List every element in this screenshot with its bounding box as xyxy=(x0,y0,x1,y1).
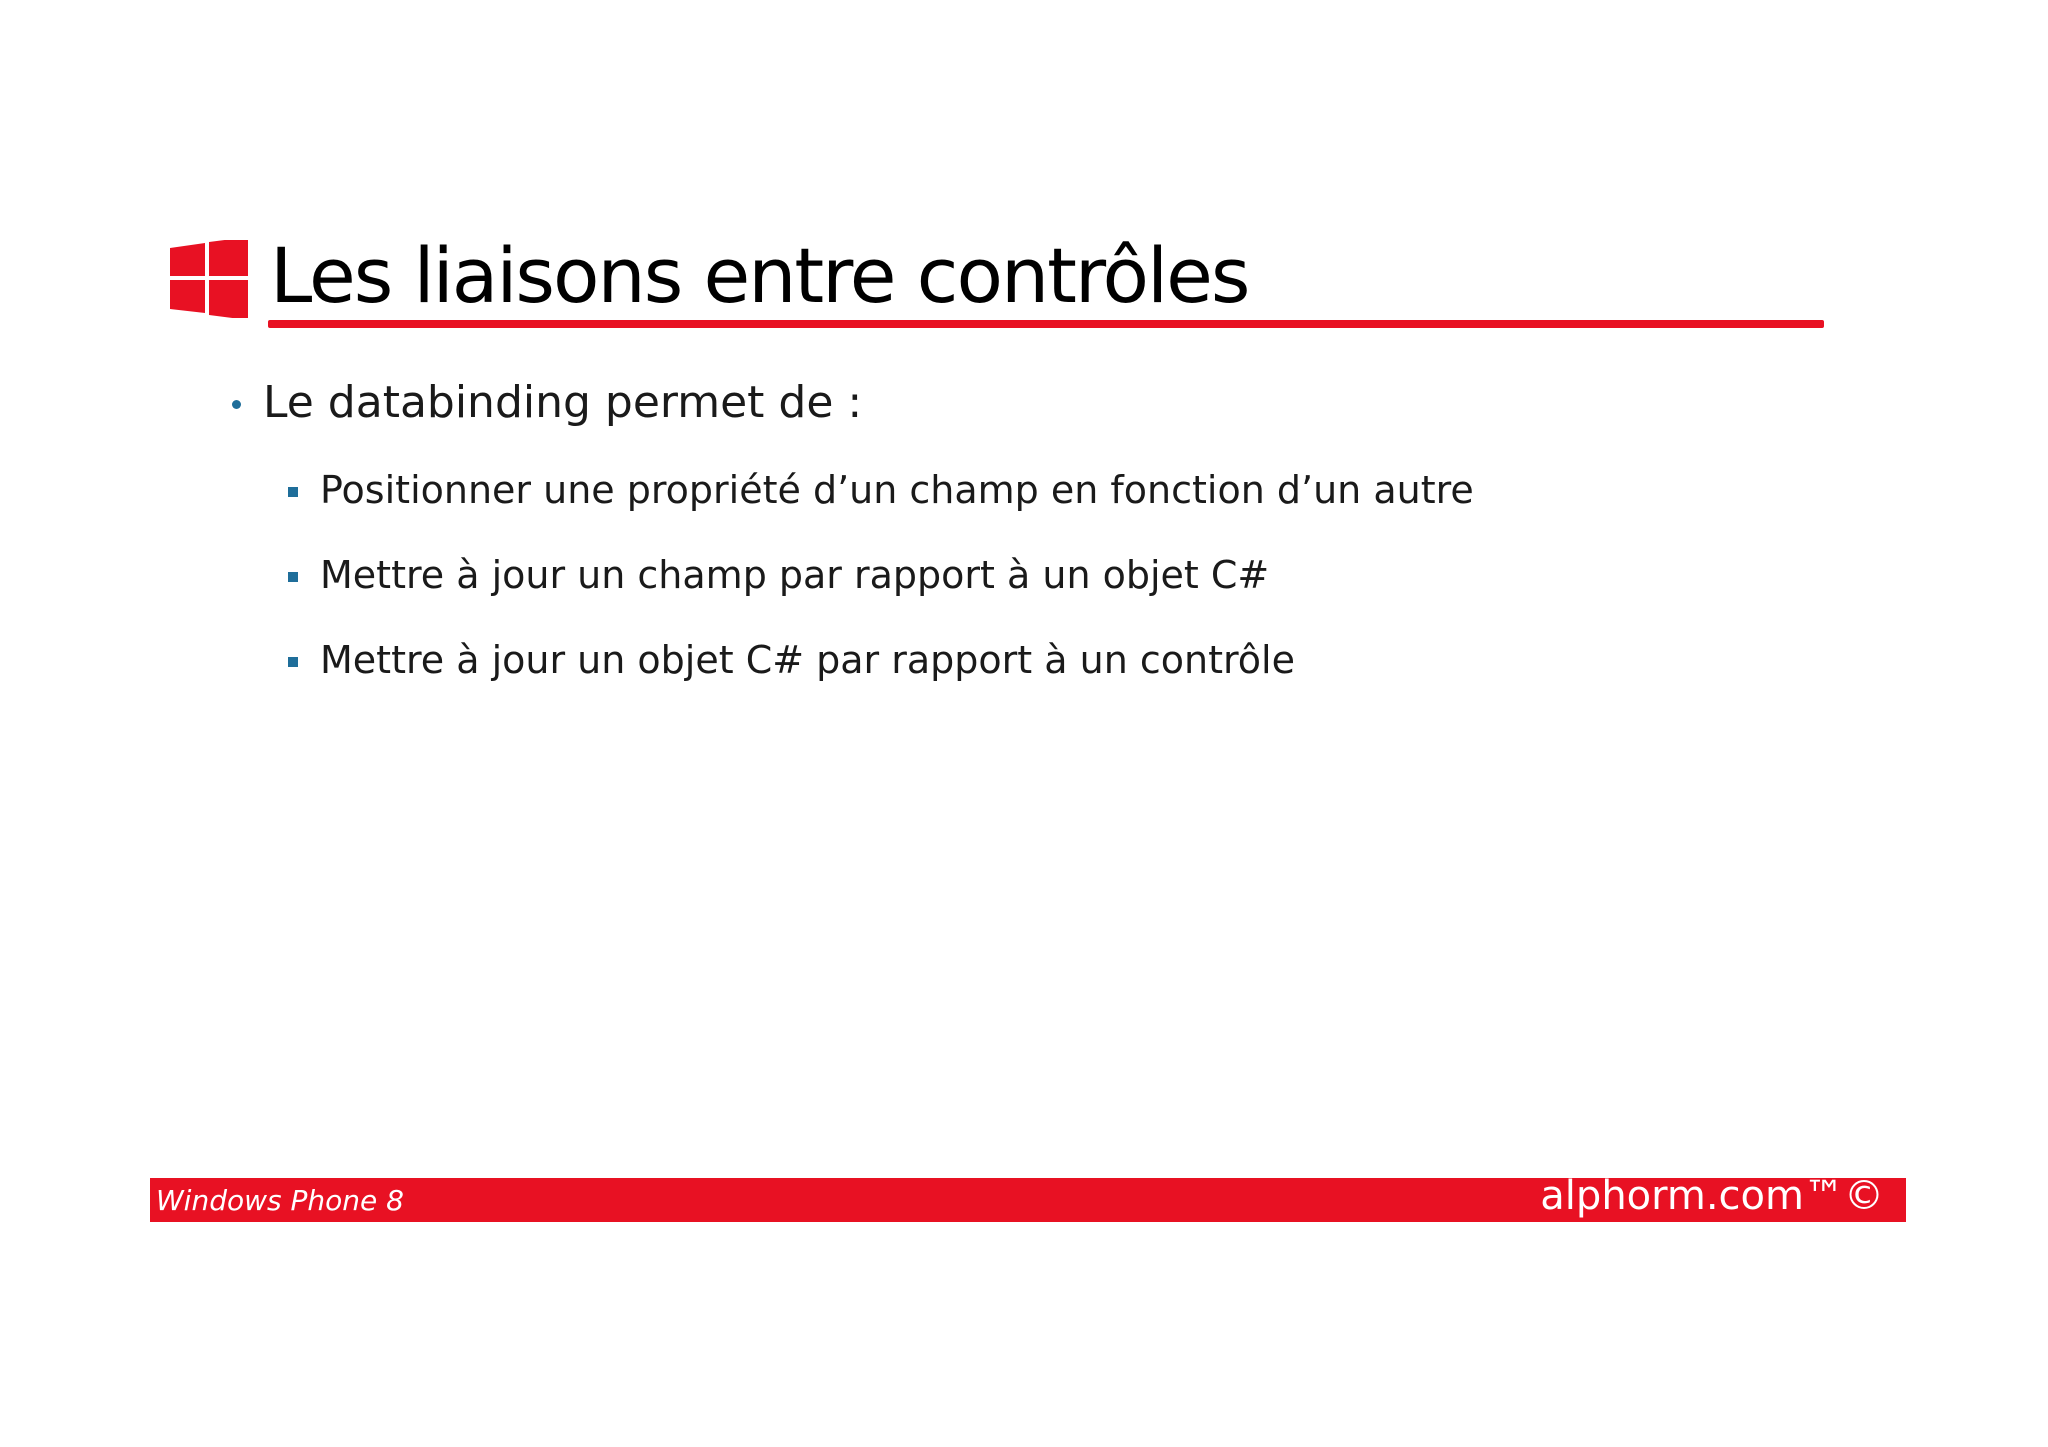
sub-bullet-item xyxy=(288,630,1474,690)
slide-title: Les liaisons entre contrôles xyxy=(270,231,1249,320)
footer-bar xyxy=(150,1173,1906,1222)
bullet-dot-icon xyxy=(232,400,241,409)
sub-bullet-text: Mettre à jour un champ par rapport à un objet C# xyxy=(320,553,1270,597)
footer-brand: alphorm.com™© xyxy=(1540,1173,1884,1219)
bullet-square-icon xyxy=(288,487,298,497)
main-bullet xyxy=(232,372,862,432)
sub-bullet-item xyxy=(288,545,1474,605)
main-bullet-text: Le databinding permet de : xyxy=(263,376,863,428)
sub-bullet-list xyxy=(288,460,1474,715)
sub-bullet-text: Positionner une propriété d’un champ en fonction d’un autre xyxy=(320,468,1474,512)
sub-bullet-item xyxy=(288,460,1474,520)
footer-course-name: Windows Phone 8 xyxy=(156,1184,404,1217)
bullet-square-icon xyxy=(288,657,298,667)
bullet-square-icon xyxy=(288,572,298,582)
title-underline xyxy=(268,320,1824,328)
windows-logo-icon xyxy=(170,240,248,318)
sub-bullet-text: Mettre à jour un objet C# par rapport à un contrôle xyxy=(320,638,1295,682)
